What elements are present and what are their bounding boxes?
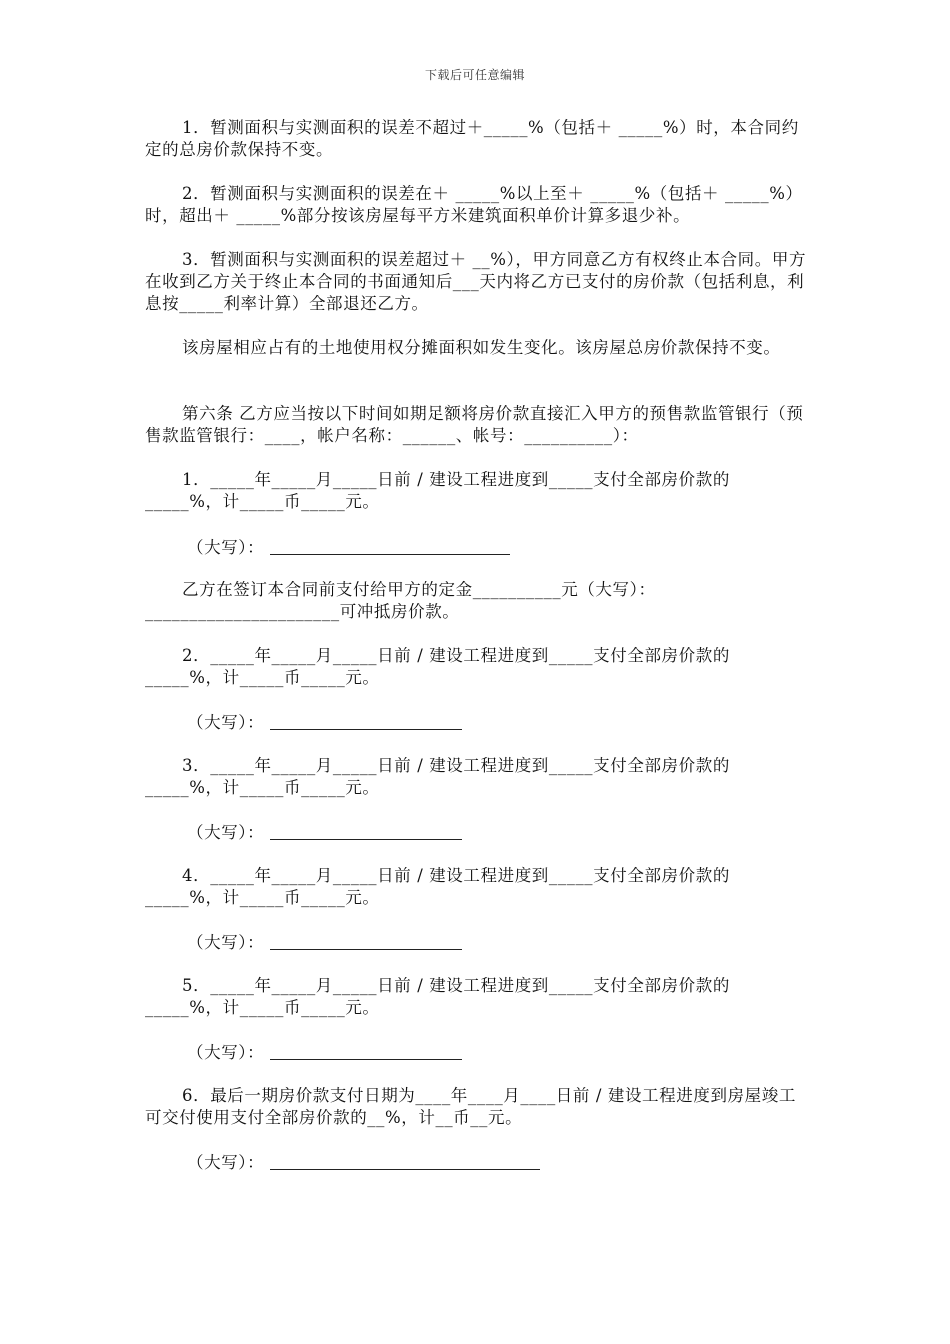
daxie-label: （大写）： [187,1043,265,1062]
blank-line [270,538,510,555]
land-area-paragraph: 该房屋相应占有的土地使用权分摊面积如发生变化。该房屋总房价款保持不变。 [182,338,781,357]
clause-paragraph-1: 1．暂测面积与实测面积的误差不超过＋_____%（包括＋ _____%）时，本合同约定的总房价款保持不变。 [145,118,799,159]
payment-item-5: 5．_____年_____月_____日前 / 建设工程进度到_____支付全部房价款的_____%，计_____币_____元。 [145,976,730,1017]
payment-item-2: 2．_____年_____月_____日前 / 建设工程进度到_____支付全部房价款的_____%，计_____币_____元。 [145,646,730,687]
clause-paragraph-2: 2．暂测面积与实测面积的误差在＋ _____%以上至＋ _____%（包括＋ _____%）时，超出＋ _____%部分按该房屋每平方米建筑面积单价计算多退少补。 [145,184,803,225]
payment-item-6: 6．最后一期房价款支付日期为____年____月____日前 / 建设工程进度到房屋竣工可交付使用支付全部房价款的__%，计__币__元。 [145,1086,796,1127]
daxie-line-5 [187,1042,462,1064]
article-six-paragraph: 第六条 乙方应当按以下时间如期足额将房价款直接汇入甲方的预售款监管银行（预售款监管银行：____，帐户名称：______、帐号：__________）： [145,404,804,445]
daxie-label: （大写）： [187,823,265,842]
payment-item-1: 1．_____年_____月_____日前 / 建设工程进度到_____支付全部房价款的_____%，计_____币_____元。 [145,470,730,511]
daxie-line-3 [187,822,462,844]
blank-line [270,1153,540,1170]
daxie-line-4 [187,932,462,954]
deposit-paragraph: 乙方在签订本合同前支付给甲方的定金__________元（大写）：______________________可冲抵房价款。 [145,580,656,621]
daxie-label: （大写）： [187,713,265,732]
daxie-line-2 [187,712,462,734]
daxie-line-6 [187,1152,540,1174]
page-header: 下载后可任意编辑 [424,68,525,82]
blank-line [270,933,462,950]
daxie-line-1 [187,537,510,559]
blank-line [270,823,462,840]
blank-line [270,713,462,730]
daxie-label: （大写）： [187,933,265,952]
blank-line [270,1043,462,1060]
clause-paragraph-3: 3．暂测面积与实测面积的误差超过＋ __%），甲方同意乙方有权终止本合同。甲方在收到乙方关于终止本合同的书面通知后___天内将乙方已支付的房价款（包括利息，利息按_____利率计算）全部退还乙方。 [145,250,807,313]
daxie-label: （大写）： [187,538,265,557]
daxie-label: （大写）： [187,1153,265,1172]
payment-item-3: 3．_____年_____月_____日前 / 建设工程进度到_____支付全部房价款的_____%，计_____币_____元。 [145,756,730,797]
payment-item-4: 4．_____年_____月_____日前 / 建设工程进度到_____支付全部房价款的_____%，计_____币_____元。 [145,866,730,907]
